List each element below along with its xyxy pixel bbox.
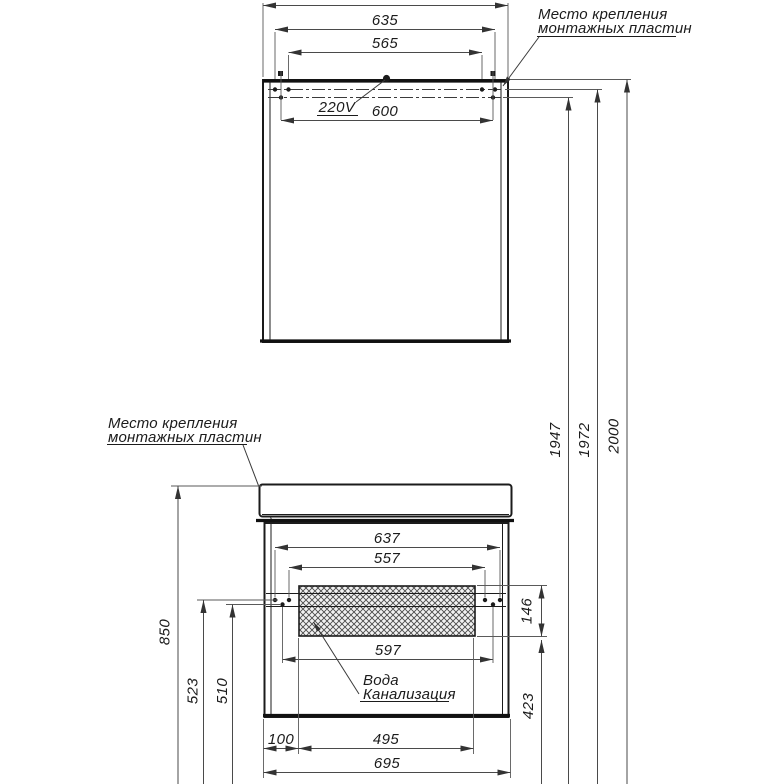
water-note-line2: Канализация xyxy=(363,686,456,703)
dim-523: 523 xyxy=(184,677,202,705)
mirror-mount-hole xyxy=(493,87,497,91)
mirror-mounting-note-line2: монтажных пластин xyxy=(538,20,692,37)
dim-1972: 1972 xyxy=(576,422,593,458)
cabinet-mounting-note-line1: Место крепления xyxy=(108,415,238,432)
dim-495: 495 xyxy=(372,731,400,748)
mounting-plate-mark-left xyxy=(278,71,283,76)
mirror-dim-635: 635 xyxy=(371,12,399,29)
dim-510: 510 xyxy=(214,677,231,705)
mirror-mounting-note xyxy=(503,6,692,86)
cabinet-mount-hole xyxy=(498,598,502,602)
cabinet-dim-637: 637 xyxy=(373,530,401,547)
washbasin xyxy=(260,485,512,517)
mirror-mount-hole xyxy=(480,87,484,91)
vanity-cabinet-view xyxy=(107,415,547,784)
dim-1947: 1947 xyxy=(547,422,564,458)
cabinet-dim-597: 597 xyxy=(374,642,402,659)
dim-850: 850 xyxy=(156,618,174,646)
dim-423: 423 xyxy=(520,692,537,720)
cabinet-mounting-note xyxy=(107,415,274,593)
cabinet-mounting-note-line2: монтажных пластин xyxy=(108,429,262,446)
mirror-mount-hole xyxy=(286,87,290,91)
cabinet-mount-hole xyxy=(491,602,495,606)
dim-695: 695 xyxy=(373,755,401,772)
cabinet-mount-hole xyxy=(483,598,487,602)
cabinet-mount-hole xyxy=(287,598,291,602)
cabinet-dim-557: 557 xyxy=(373,550,401,567)
height-dimensions xyxy=(503,80,631,784)
mirror-mount-hole xyxy=(273,87,277,91)
mirror-dim-600: 600 xyxy=(371,103,399,120)
mirror-mounting-note-line1: Место крепления xyxy=(538,6,668,23)
cabinet-mount-hole xyxy=(280,602,284,606)
mirror-dim-565: 565 xyxy=(371,35,399,52)
dim-100: 100 xyxy=(267,731,295,748)
dim-2000: 2000 xyxy=(605,418,623,454)
water-note-line1: Вода xyxy=(363,672,399,689)
power-label: 220V xyxy=(318,99,356,116)
dim-146: 146 xyxy=(518,597,536,625)
